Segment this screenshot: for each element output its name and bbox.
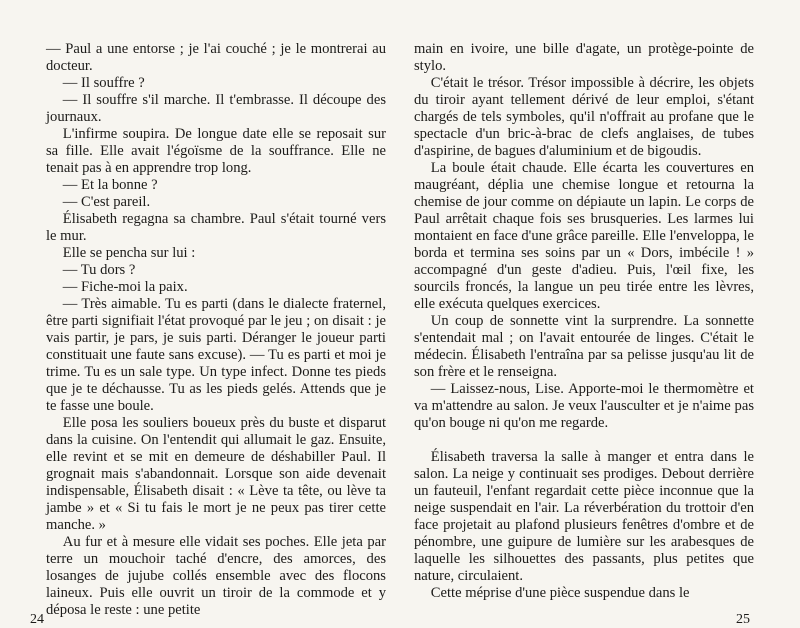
right-page <box>414 41 754 602</box>
page-number-left: 24 <box>30 612 44 627</box>
paragraph: — C'est pareil. <box>62 194 151 210</box>
paragraph: Au fur et à mesure elle vidait ses poches. Elle jeta par terre un mouchoir taché d'encre, des amorces, des losanges de jujube collés ensemble avec des flocons laineux. Puis elle ouvrit un tiroir de la commode et y déposa le reste : une petite <box>46 534 386 618</box>
paragraph: Elle posa les souliers boueux près du buste et disparut dans la cuisine. On l'entendit qui allumait le gaz. Ensuite, elle revint et se mit en demeure de déshabiller Paul. Il grognait mais s'abandonnait. Lorsque son aide devenait indispensable, Élisabeth disait : « Lève ta tête, ou lève ta jambe » et « Si tu fais le mort je ne peux pas tirer cette manche. » <box>46 415 386 533</box>
paragraph: Elle se pencha sur lui : <box>62 245 196 261</box>
paragraph: Élisabeth regagna sa chambre. Paul s'était tourné vers le mur. <box>46 211 386 244</box>
paragraph: main en ivoire, une bille d'agate, un protège-pointe de stylo. <box>414 41 754 74</box>
paragraph: — Paul a une entorse ; je l'ai couché ; je le montrerai au docteur. <box>46 41 386 74</box>
paragraph: — Il souffre s'il marche. Il t'embrasse. Il découpe des journaux. <box>46 92 386 125</box>
paragraph: — Laissez-nous, Lise. Apporte-moi le thermomètre et va m'attendre au salon. Je veux l'ausculter et je n'aime pas qu'on bouge ni qu'on me regarde. <box>414 381 754 431</box>
paragraph: — Et la bonne ? <box>62 177 158 193</box>
page-number-right: 25 <box>736 612 750 627</box>
paragraph: C'était le trésor. Trésor impossible à décrire, les objets du tiroir ayant tellement dérivé de leur emploi, s'étant chargés de tels symboles, qu'il n'offrait au profane que le spectacle d'un bric-à-brac de clefs anglaises, de tubes d'aspirine, de bagues d'aluminium et de bigoudis. <box>414 75 754 159</box>
paragraph: Un coup de sonnette vint la surprendre. La sonnette s'entendait mal ; on l'avait entourée de linges. C'était le médecin. Élisabeth l'entraîna par sa pelisse jusqu'au lit de son frère et le renseigna. <box>414 313 754 380</box>
paragraph: Élisabeth traversa la salle à manger et entra dans le salon. La neige y continuait ses prodiges. Debout derrière un fauteuil, l'enfant regardait cette pièce inconnue que la neige suspendait en l'air. La réverbération du trottoir d'en face projetait au plafond plusieurs fenêtres d'ombre et de pénombre, une guipure de lumière sur les arabesques de laquelle les silhouettes des passants, plus petites que nature, circulaient. <box>414 449 754 584</box>
paragraph: La boule était chaude. Elle écarta les couvertures en maugréant, déplia une chemise longue et retourna la chemise de jour comme on dépiaute un lapin. Le corps de Paul arrêtait chaque fois ses brusqueries. Les larmes lui montaient en face d'une grâce pareille. Elle l'enveloppa, le borda et termina ses soins par un « Dors, imbécile ! » accompagné d'un geste d'adieu. Puis, l'œil fixe, les sourcils froncés, la langue un peu tirée entre les lèvres, elle exécuta quelques exercices. <box>414 160 754 312</box>
paragraph: — Il souffre ? <box>62 75 145 91</box>
paragraph: — Très aimable. Tu es parti (dans le dialecte fraternel, être parti signifiait l'état provoqué par le jeu ; on disait : je vais partir, je pars, je suis parti. Déranger le joueur parti constituait une faute sans excuse). — Tu es parti et moi je trime. Tu es un sale type. Un type infect. Donne tes pieds que je te déchausse. Tu as les pieds gelés. Attends que je te fasse une boule. <box>46 296 386 414</box>
left-page-text <box>46 41 386 619</box>
paragraph: — Tu dors ? <box>62 262 136 278</box>
left-page <box>46 41 386 619</box>
paragraph: — Fiche-moi la paix. <box>62 279 188 295</box>
right-page-text <box>414 41 754 602</box>
paragraph: Cette méprise d'une pièce suspendue dans le <box>430 585 690 601</box>
paragraph: L'infirme soupira. De longue date elle se reposait sur sa fille. Elle avait l'égoïsme de la souffrance. Elle ne tenait pas à en apprendre trop long. <box>46 126 386 176</box>
